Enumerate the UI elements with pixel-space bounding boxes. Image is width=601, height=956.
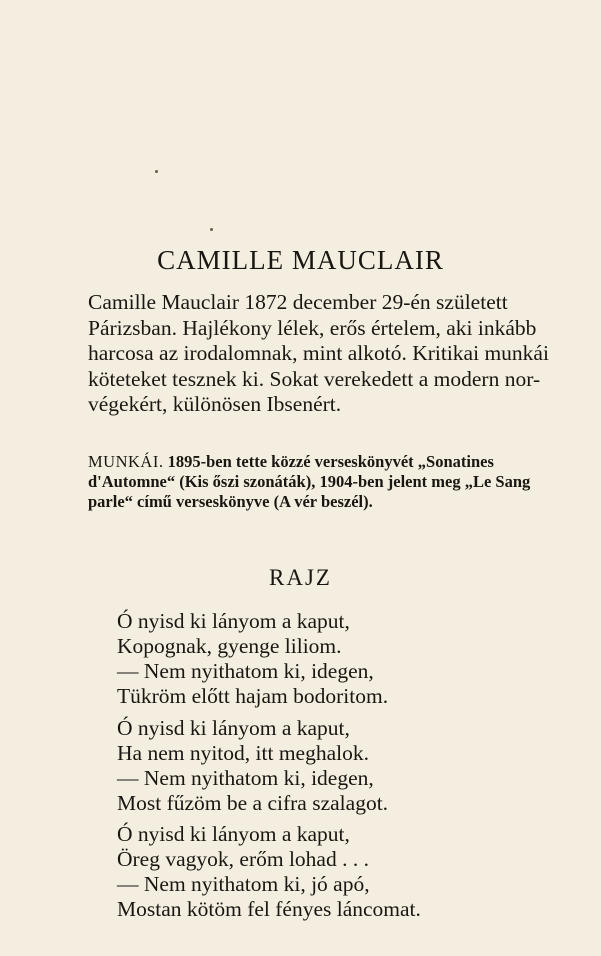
paper-speck — [155, 170, 158, 173]
bio-line: Párizsban. Hajlékony lélek, erős értelem, aki inkább — [88, 315, 537, 340]
works-text: 1895-ben tette közzé verseskönyvét „Sonatines — [163, 452, 494, 471]
poem-line: — Nem nyithatom ki, jó apó, — [117, 872, 370, 896]
works-label: MUNKÁI. — [88, 452, 164, 471]
poem-line: Ó nyisd ki lányom a kaput, — [117, 822, 350, 846]
bio-line: végekért, különösen Ibsenért. — [88, 392, 342, 416]
poem-line: Tükröm előtt hajam bodoritom. — [117, 684, 389, 708]
poem-stanza — [117, 716, 388, 816]
poem-line: Öreg vagyok, erőm lohad . . . — [117, 847, 369, 871]
author-biography — [88, 290, 572, 418]
poem-line: Ó nyisd ki lányom a kaput, — [117, 716, 350, 740]
poem-line: Ha nem nyitod, itt meghalok. — [117, 741, 369, 765]
works-line — [88, 452, 572, 472]
poem-stanza — [117, 609, 388, 709]
bio-line: Camille Mauclair 1872 december 29-én született — [88, 290, 508, 314]
poem-line: — Nem nyithatom ki, idegen, — [117, 766, 374, 790]
poem-stanza — [117, 822, 421, 922]
works-paragraph — [88, 452, 572, 512]
paper-speck — [210, 228, 213, 231]
poem-line: Mostan kötöm fel fényes láncomat. — [117, 897, 421, 921]
poem-line: Ó nyisd ki lányom a kaput, — [117, 609, 350, 633]
poem-line: Most fűzöm be a cifra szalagot. — [117, 791, 389, 815]
poem-line: Kopognak, gyenge liliom. — [117, 634, 342, 658]
author-heading: CAMILLE MAUCLAIR — [157, 245, 444, 275]
bio-line: köteteket tesznek ki. Sokat verekedett a modern nor- — [88, 366, 541, 391]
poem-title: RAJZ — [269, 565, 332, 590]
works-line: parle“ című verseskönyve (A vér beszél). — [88, 492, 373, 511]
bio-line: harcosa az irodalomnak, mint alkotó. Kritikai munkái — [88, 341, 549, 365]
works-line: d'Automne“ (Kis őszi szonáták), 1904-ben jelent meg „Le Sang — [88, 472, 531, 491]
poem-line: — Nem nyithatom ki, idegen, — [117, 659, 374, 683]
